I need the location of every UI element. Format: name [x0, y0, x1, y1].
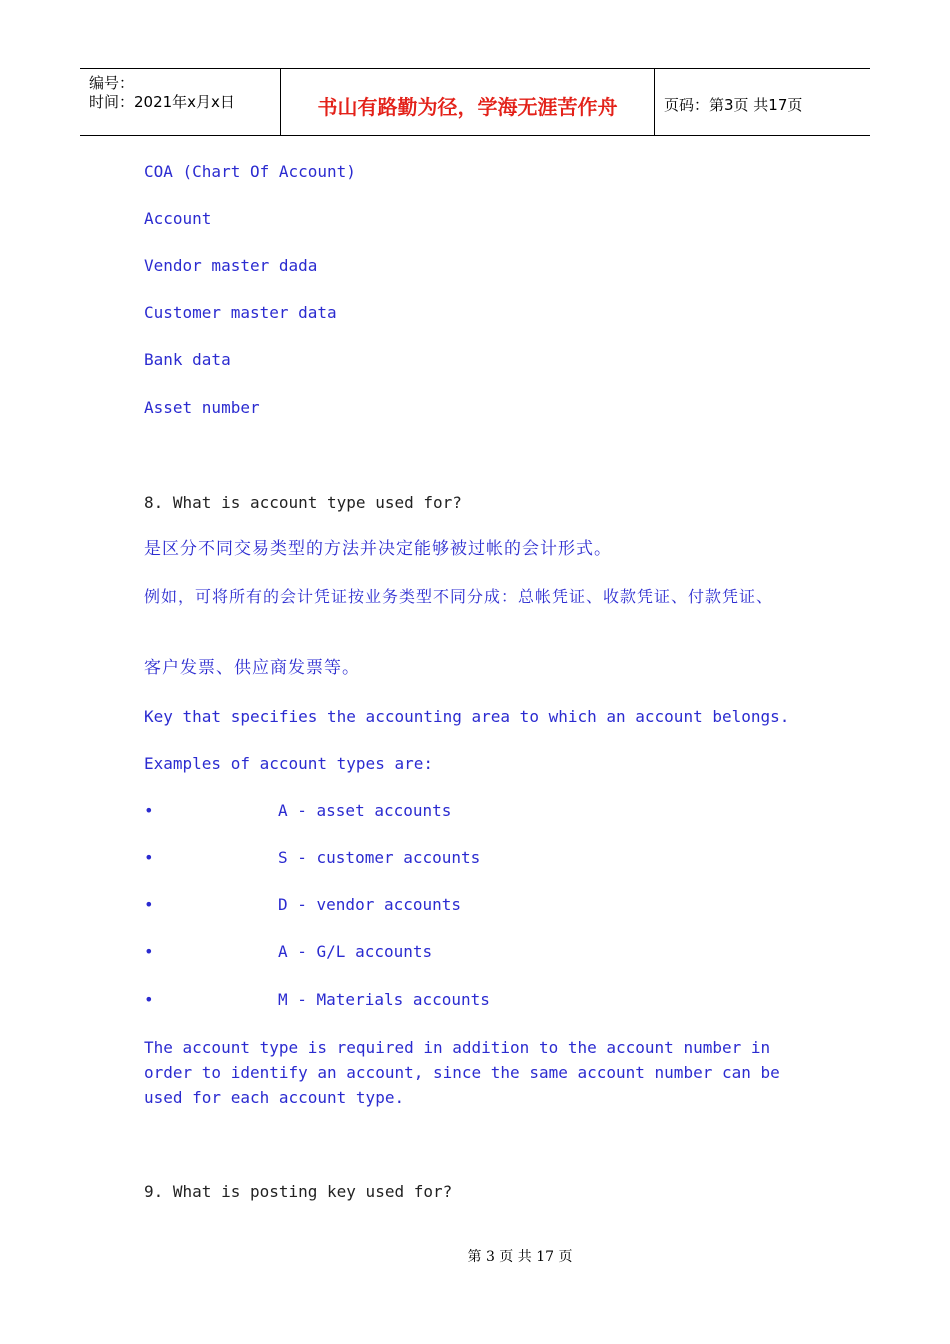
- list-item: Vendor master dada: [144, 256, 318, 275]
- page-footer: 第 3 页 共 17 页: [467, 1249, 573, 1265]
- list-item: Customer master data: [144, 303, 337, 322]
- bullet-dot: •: [144, 942, 154, 961]
- list-item: Asset number: [144, 398, 260, 417]
- header-meta-cell: [80, 69, 281, 135]
- page-header: [80, 68, 870, 136]
- list-item: COA (Chart Of Account): [144, 162, 356, 181]
- header-page-cell: [655, 69, 870, 135]
- bullet-dot: •: [144, 801, 154, 820]
- answer-en-paragraph: The account type is required in addition to the account number in order to identify an account, since the same account number can be used for each account type.: [144, 1038, 780, 1107]
- header-motto-cell: [281, 69, 655, 135]
- bullet-dot: •: [144, 990, 154, 1009]
- bullet-text: D - vendor accounts: [278, 895, 462, 914]
- answer-en-line-2: Examples of account types are:: [144, 754, 433, 773]
- header-motto: 书山有路勤为径，学海无涯苦作舟: [317, 95, 618, 119]
- bullet-text: M - Materials accounts: [278, 990, 490, 1009]
- answer-cn-line-2: 例如，可将所有的会计凭证按业务类型不同分成：总帐凭证、收款凭证、付款凭证、: [144, 587, 774, 606]
- list-item: Bank data: [144, 350, 231, 369]
- question-8: 8. What is account type used for?: [144, 493, 462, 512]
- document-number-label: 编号：: [89, 74, 135, 92]
- answer-cn-line-1: 是区分不同交易类型的方法并决定能够被过帐的会计形式。: [144, 539, 612, 559]
- question-9: 9. What is posting key used for?: [144, 1182, 453, 1201]
- bullet-text: S - customer accounts: [278, 848, 481, 867]
- bullet-text: A - G/L accounts: [278, 942, 433, 961]
- document-time-label: 时间：2021年x月x日: [89, 93, 235, 111]
- header-page-info: 页码：第3页 共17页: [664, 96, 803, 114]
- bullet-dot: •: [144, 895, 154, 914]
- answer-en-line-1: Key that specifies the accounting area to which an account belongs.: [144, 707, 790, 726]
- bullet-text: A - asset accounts: [278, 801, 452, 820]
- answer-cn-line-3: 客户发票、供应商发票等。: [144, 658, 360, 678]
- bullet-dot: •: [144, 848, 154, 867]
- list-item: Account: [144, 209, 212, 228]
